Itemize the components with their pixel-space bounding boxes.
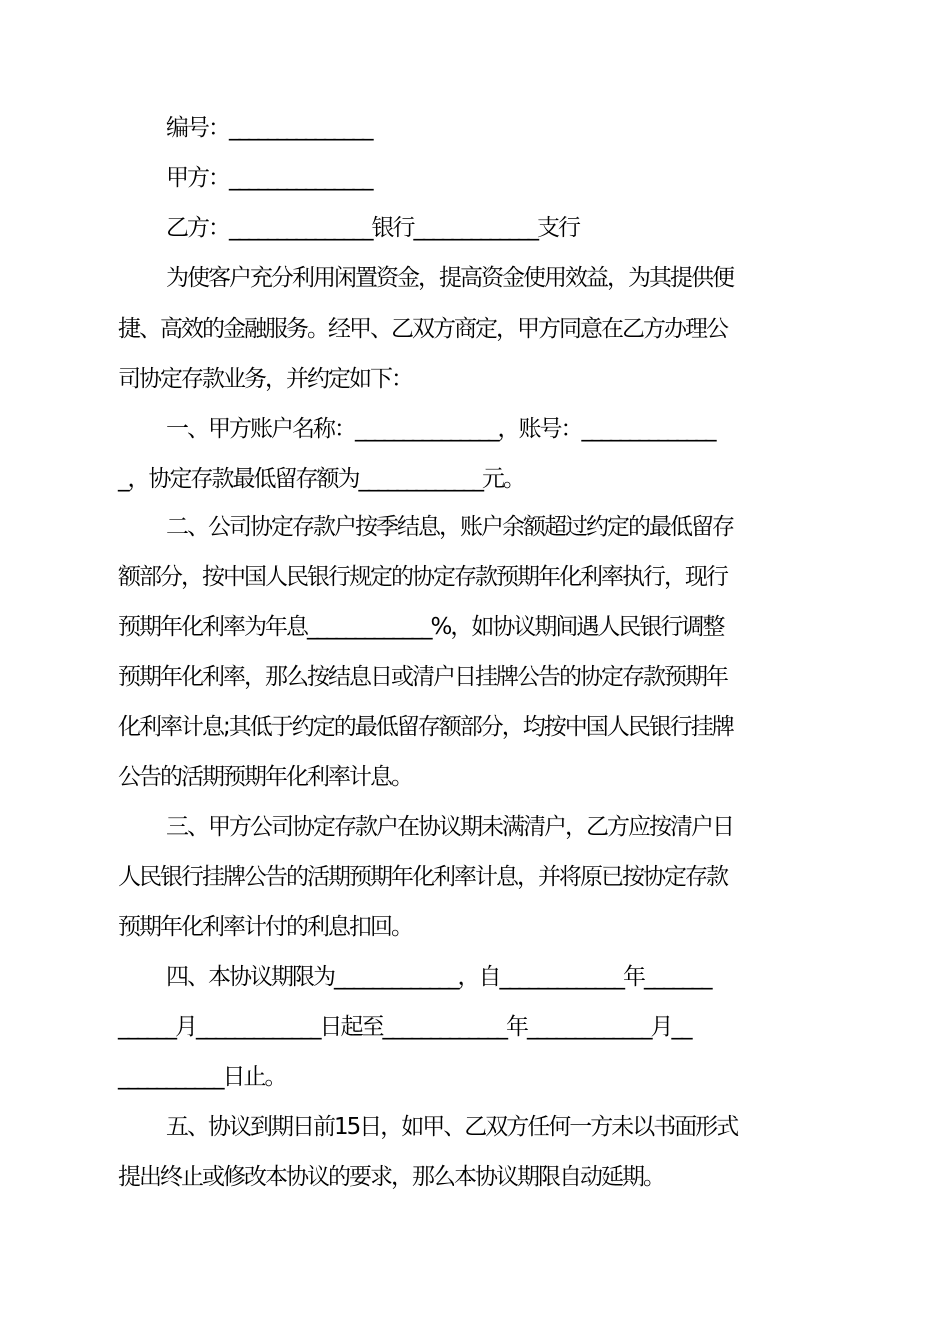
clause-2-line: 预期年化利率为年息_____________%，如协议期间遇人民银行调整 [118,614,724,640]
clause-5-line: 五、协议到期日前15日，如甲、乙双方任何一方未以书面形式 [166,1114,738,1140]
agreement-number-line: 编号：_______________ [166,115,372,141]
preamble-line: 司协定存款业务，并约定如下： [118,366,412,392]
clause-5-line: 提出终止或修改本协议的要求，那么本协议期限自动延期。 [118,1164,664,1190]
clause-4-line: ___________日止。 [118,1064,286,1090]
clause-2-line: 预期年化利率，那么按结息日或清户日挂牌公告的协定存款预期年 [118,664,727,690]
clause-4-line: ______月_____________日起至_____________年_____________月__ [118,1014,691,1040]
clause-2-line: 二、公司协定存款户按季结息，账户余额超过约定的最低留存 [166,514,733,540]
clause-4-line: 四、本协议期限为_____________，自_____________年_______ [166,964,711,990]
clause-3-line: 预期年化利率计付的利息扣回。 [118,914,412,940]
clause-3-line: 人民银行挂牌公告的活期预期年化利率计息，并将原已按协定存款 [118,864,727,890]
clause-1-line: _，协定存款最低留存额为_____________元。 [118,466,524,492]
clause-1-line: 一、甲方账户名称：_______________，账号：______________ [166,416,715,442]
party-a-line: 甲方：_______________ [166,165,372,191]
preamble-line: 为使客户充分利用闲置资金，提高资金使用效益，为其提供便 [166,265,733,291]
clause-2-line: 额部分，按中国人民银行规定的协定存款预期年化利率执行，现行 [118,564,727,590]
clause-2-line: 公告的活期预期年化利率计息。 [118,764,412,790]
clause-2-line: 化利率计息;其低于约定的最低留存额部分，均按中国人民银行挂牌 [118,714,733,740]
clause-3-line: 三、甲方公司协定存款户在协议期未满清户，乙方应按清户日 [166,814,733,840]
party-b-line: 乙方：_______________银行_____________支行 [166,215,579,241]
preamble-line: 捷、高效的金融服务。经甲、乙双方商定，甲方同意在乙方办理公 [118,316,727,342]
